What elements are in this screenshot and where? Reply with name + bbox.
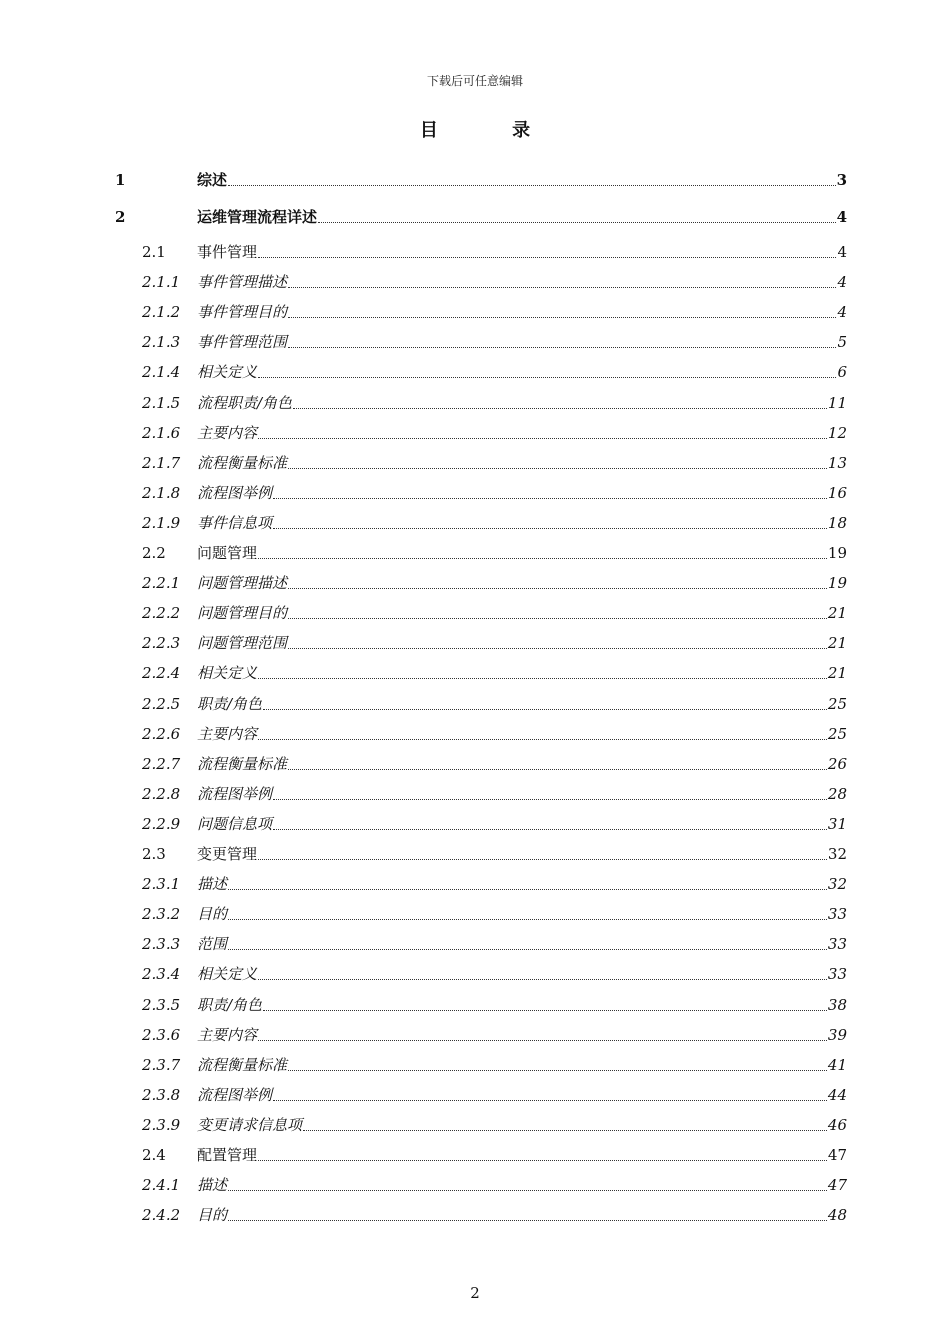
toc-dot-leader [228, 1189, 827, 1191]
toc-entry-page: 12 [827, 424, 847, 442]
toc-entry-line [197, 904, 847, 924]
toc-entry-page: 32 [827, 875, 847, 893]
toc-dot-leader [228, 888, 827, 890]
toc-entry-page: 3 [836, 171, 847, 189]
toc-entry-page: 26 [827, 755, 847, 773]
toc-entry[interactable] [0, 240, 950, 262]
toc-entry-line [197, 207, 847, 227]
toc-entry-page: 33 [827, 935, 847, 953]
toc-entry-page: 16 [827, 484, 847, 502]
toc-entry-label: 相关定义 [197, 664, 258, 682]
toc-entry[interactable] [0, 812, 950, 834]
toc-entry-label: 问题管理描述 [197, 574, 288, 592]
toc-dot-leader [273, 798, 827, 800]
toc-entry-page: 21 [827, 604, 847, 622]
toc-entry-number: 2.2.4 [142, 664, 181, 682]
toc-entry-line [197, 453, 847, 473]
toc-entry-number: 2.1 [142, 243, 166, 261]
toc-entry-label: 事件信息项 [197, 514, 273, 532]
toc-entry-line [197, 543, 847, 563]
toc-entry-label: 问题信息项 [197, 815, 273, 833]
toc-dot-leader [258, 738, 827, 740]
toc-dot-leader [228, 184, 836, 186]
toc-entry-number: 2.1.1 [142, 273, 181, 291]
toc-entry-number: 2.2.1 [142, 574, 181, 592]
toc-entry-number: 2.2.5 [142, 695, 181, 713]
toc-entry[interactable] [0, 1053, 950, 1075]
toc-entry-line [197, 1115, 847, 1135]
toc-entry-page: 5 [837, 333, 847, 351]
toc-entry[interactable] [0, 168, 950, 190]
toc-entry[interactable] [0, 1173, 950, 1195]
toc-entry-label: 相关定义 [197, 965, 258, 983]
toc-dot-leader [303, 1129, 827, 1131]
toc-dot-leader [273, 828, 827, 830]
toc-entry-page: 41 [827, 1056, 847, 1074]
toc-entry[interactable] [0, 1083, 950, 1105]
toc-entry[interactable] [0, 421, 950, 443]
toc-entry-number: 2.3.7 [142, 1056, 181, 1074]
toc-dot-leader [228, 918, 827, 920]
toc-entry-label: 流程图举例 [197, 1086, 273, 1104]
toc-entry-line [197, 332, 847, 352]
toc-entry[interactable] [0, 962, 950, 984]
toc-entry-number: 2.3.5 [142, 996, 181, 1014]
toc-dot-leader [258, 677, 827, 679]
toc-title: 目 录 [419, 120, 565, 141]
toc-dot-leader [288, 1069, 827, 1071]
toc-entry-number: 2.2.9 [142, 815, 181, 833]
toc-dot-leader [263, 708, 827, 710]
toc-entry-page: 47 [827, 1146, 847, 1164]
toc-entry-line [197, 1175, 847, 1195]
toc-entry-label: 事件管理范围 [197, 333, 288, 351]
toc-entry-number: 2.2.7 [142, 755, 181, 773]
toc-entry[interactable] [0, 391, 950, 413]
toc-dot-leader [273, 1099, 827, 1101]
toc-entry-line [197, 754, 847, 774]
toc-entry-line [197, 844, 847, 864]
toc-entry-number: 2.4.2 [142, 1206, 181, 1224]
toc-entry-page: 19 [827, 574, 847, 592]
toc-entry-label: 流程职责/角色 [197, 394, 293, 412]
toc-entry[interactable] [0, 722, 950, 744]
toc-dot-leader [288, 647, 827, 649]
toc-entry-label: 职责/角色 [197, 695, 263, 713]
toc-entry-line [197, 393, 847, 413]
toc-entry-label: 问题管理目的 [197, 604, 288, 622]
toc-entry-number: 2.1.9 [142, 514, 181, 532]
toc-entry-number: 2.3.3 [142, 935, 181, 953]
toc-entry-line [197, 603, 847, 623]
toc-entry-label: 主要内容 [197, 725, 258, 743]
toc-entry[interactable] [0, 842, 950, 864]
toc-entry-page: 47 [827, 1176, 847, 1194]
toc-entry-line [197, 170, 847, 190]
toc-entry-label: 范围 [197, 935, 228, 953]
toc-entry-page: 25 [827, 725, 847, 743]
toc-entry-number: 2.2.3 [142, 634, 181, 652]
toc-entry-label: 事件管理描述 [197, 273, 288, 291]
toc-entry-line [197, 1025, 847, 1045]
toc-entry-line [197, 272, 847, 292]
toc-entry-line [197, 964, 847, 984]
toc-entry[interactable] [0, 1143, 950, 1165]
toc-entry-page: 19 [827, 544, 847, 562]
toc-entry-number: 2.2.2 [142, 604, 181, 622]
toc-entry-label: 事件管理目的 [197, 303, 288, 321]
toc-entry[interactable] [0, 692, 950, 714]
toc-entry-label: 主要内容 [197, 424, 258, 442]
toc-entry-number: 2.3.1 [142, 875, 181, 893]
toc-entry-number: 2.1.7 [142, 454, 181, 472]
toc-entry-page: 6 [837, 363, 847, 381]
toc-entry-line [197, 874, 847, 894]
toc-entry-label: 事件管理 [197, 243, 258, 261]
toc-entry[interactable] [0, 872, 950, 894]
toc-dot-leader [288, 587, 827, 589]
toc-entry-label: 综述 [197, 171, 228, 189]
toc-entry-page: 11 [827, 394, 847, 412]
toc-entry-page: 13 [827, 454, 847, 472]
toc-entry[interactable] [0, 993, 950, 1015]
toc-dot-leader [288, 346, 836, 348]
toc-entry-label: 描述 [197, 1176, 228, 1194]
toc-entry-line [197, 1055, 847, 1075]
toc-dot-leader [258, 256, 836, 258]
toc-entry-page: 33 [827, 905, 847, 923]
toc-entry-label: 变更请求信息项 [197, 1116, 303, 1134]
toc-dot-leader [263, 1009, 827, 1011]
toc-entry[interactable] [0, 451, 950, 473]
toc-dot-leader [273, 497, 827, 499]
toc-entry-number: 2.2.8 [142, 785, 181, 803]
toc-entry[interactable] [0, 571, 950, 593]
toc-entry-number: 2.4.1 [142, 1176, 181, 1194]
toc-entry[interactable] [0, 782, 950, 804]
toc-entry-line [197, 1205, 847, 1225]
toc-entry-page: 28 [827, 785, 847, 803]
toc-entry[interactable] [0, 1113, 950, 1135]
toc-entry-number: 2.1.2 [142, 303, 181, 321]
toc-entry[interactable] [0, 601, 950, 623]
toc-entry-page: 38 [827, 996, 847, 1014]
toc-entry-number: 2.1.3 [142, 333, 181, 351]
toc-entry-label: 流程衡量标准 [197, 454, 288, 472]
toc-entry-number: 2.1.6 [142, 424, 181, 442]
toc-entry-line [197, 784, 847, 804]
toc-dot-leader [273, 527, 827, 529]
toc-entry-number: 2.1.4 [142, 363, 181, 381]
toc-entry[interactable] [0, 541, 950, 563]
toc-entry-number: 2.3.8 [142, 1086, 181, 1104]
toc-entry-line [197, 242, 847, 262]
toc-entry-label: 流程衡量标准 [197, 755, 288, 773]
toc-dot-leader [293, 407, 827, 409]
toc-dot-leader [318, 221, 836, 223]
toc-dot-leader [258, 437, 827, 439]
toc-dot-leader [288, 768, 827, 770]
toc-entry[interactable] [0, 932, 950, 954]
toc-entry-label: 职责/角色 [197, 996, 263, 1014]
toc-entry[interactable] [0, 511, 950, 533]
toc-entry-label: 问题管理范围 [197, 634, 288, 652]
toc-entry-label: 主要内容 [197, 1026, 258, 1044]
toc-entry-label: 问题管理 [197, 544, 258, 562]
toc-entry-line [197, 1085, 847, 1105]
toc-entry-line [197, 362, 847, 382]
toc-entry-line [197, 995, 847, 1015]
toc-entry[interactable] [0, 481, 950, 503]
toc-entry-label: 相关定义 [197, 363, 258, 381]
toc-entry-number: 2 [115, 208, 126, 226]
toc-dot-leader [288, 286, 836, 288]
toc-dot-leader [288, 316, 836, 318]
toc-entry[interactable] [0, 752, 950, 774]
toc-entry-page: 44 [827, 1086, 847, 1104]
toc-entry-page: 46 [827, 1116, 847, 1134]
toc-entry-line [197, 934, 847, 954]
page-number: 2 [470, 1284, 480, 1302]
toc-entry[interactable] [0, 300, 950, 322]
toc-entry-line [197, 483, 847, 503]
toc-entry[interactable] [0, 631, 950, 653]
toc-dot-leader [258, 376, 836, 378]
toc-entry-label: 运维管理流程详述 [197, 208, 318, 226]
toc-entry-line [197, 633, 847, 653]
toc-entry-number: 2.4 [142, 1146, 166, 1164]
toc-entry-page: 48 [827, 1206, 847, 1224]
toc-entry-number: 2.3 [142, 845, 166, 863]
toc-dot-leader [288, 467, 827, 469]
toc-entry-number: 2.1.5 [142, 394, 181, 412]
toc-entry-page: 33 [827, 965, 847, 983]
toc-entry-line [197, 814, 847, 834]
toc-entry-page: 4 [837, 273, 847, 291]
toc-dot-leader [258, 1159, 827, 1161]
toc-entry[interactable] [0, 902, 950, 924]
toc-dot-leader [258, 1039, 827, 1041]
toc-entry-number: 2.3.6 [142, 1026, 181, 1044]
toc-entry-line [197, 513, 847, 533]
toc-entry-label: 变更管理 [197, 845, 258, 863]
toc-entry-page: 18 [827, 514, 847, 532]
toc-entry-page: 25 [827, 695, 847, 713]
toc-entry-label: 目的 [197, 1206, 228, 1224]
toc-entry-page: 21 [827, 664, 847, 682]
toc-entry-line [197, 1145, 847, 1165]
toc-entry-label: 配置管理 [197, 1146, 258, 1164]
toc-entry-page: 4 [837, 243, 847, 261]
toc-dot-leader [258, 557, 827, 559]
header-note: 下载后可任意编辑 [426, 74, 523, 88]
toc-entry-line [197, 724, 847, 744]
toc-entry-page: 39 [827, 1026, 847, 1044]
toc-entry-label: 流程图举例 [197, 785, 273, 803]
toc-entry-line [197, 663, 847, 683]
toc-entry-line [197, 423, 847, 443]
toc-entry-number: 2.1.8 [142, 484, 181, 502]
toc-entry-page: 4 [837, 303, 847, 321]
toc-entry-label: 目的 [197, 905, 228, 923]
toc-dot-leader [288, 617, 827, 619]
toc-entry-line [197, 694, 847, 714]
toc-entry-number: 2.3.9 [142, 1116, 181, 1134]
toc-entry[interactable] [0, 1023, 950, 1045]
toc-dot-leader [228, 948, 827, 950]
toc-entry-page: 4 [836, 208, 847, 226]
toc-entry-label: 流程图举例 [197, 484, 273, 502]
toc-entry-number: 1 [115, 171, 126, 189]
toc-entry-number: 2.3.2 [142, 905, 181, 923]
toc-entry-number: 2.2.6 [142, 725, 181, 743]
toc-entry-label: 流程衡量标准 [197, 1056, 288, 1074]
toc-entry-line [197, 573, 847, 593]
toc-dot-leader [228, 1219, 827, 1221]
toc-dot-leader [258, 978, 827, 980]
toc-entry[interactable] [0, 270, 950, 292]
toc-entry[interactable] [0, 205, 950, 227]
toc-dot-leader [258, 858, 827, 860]
toc-entry-number: 2.2 [142, 544, 166, 562]
toc-entry-number: 2.3.4 [142, 965, 181, 983]
toc-entry[interactable] [0, 661, 950, 683]
toc-entry-page: 31 [827, 815, 847, 833]
toc-entry-line [197, 302, 847, 322]
toc-entry[interactable] [0, 330, 950, 352]
toc-entry[interactable] [0, 1203, 950, 1225]
toc-entry-page: 21 [827, 634, 847, 652]
toc-entry-page: 32 [827, 845, 847, 863]
toc-entry[interactable] [0, 360, 950, 382]
toc-entry-label: 描述 [197, 875, 228, 893]
